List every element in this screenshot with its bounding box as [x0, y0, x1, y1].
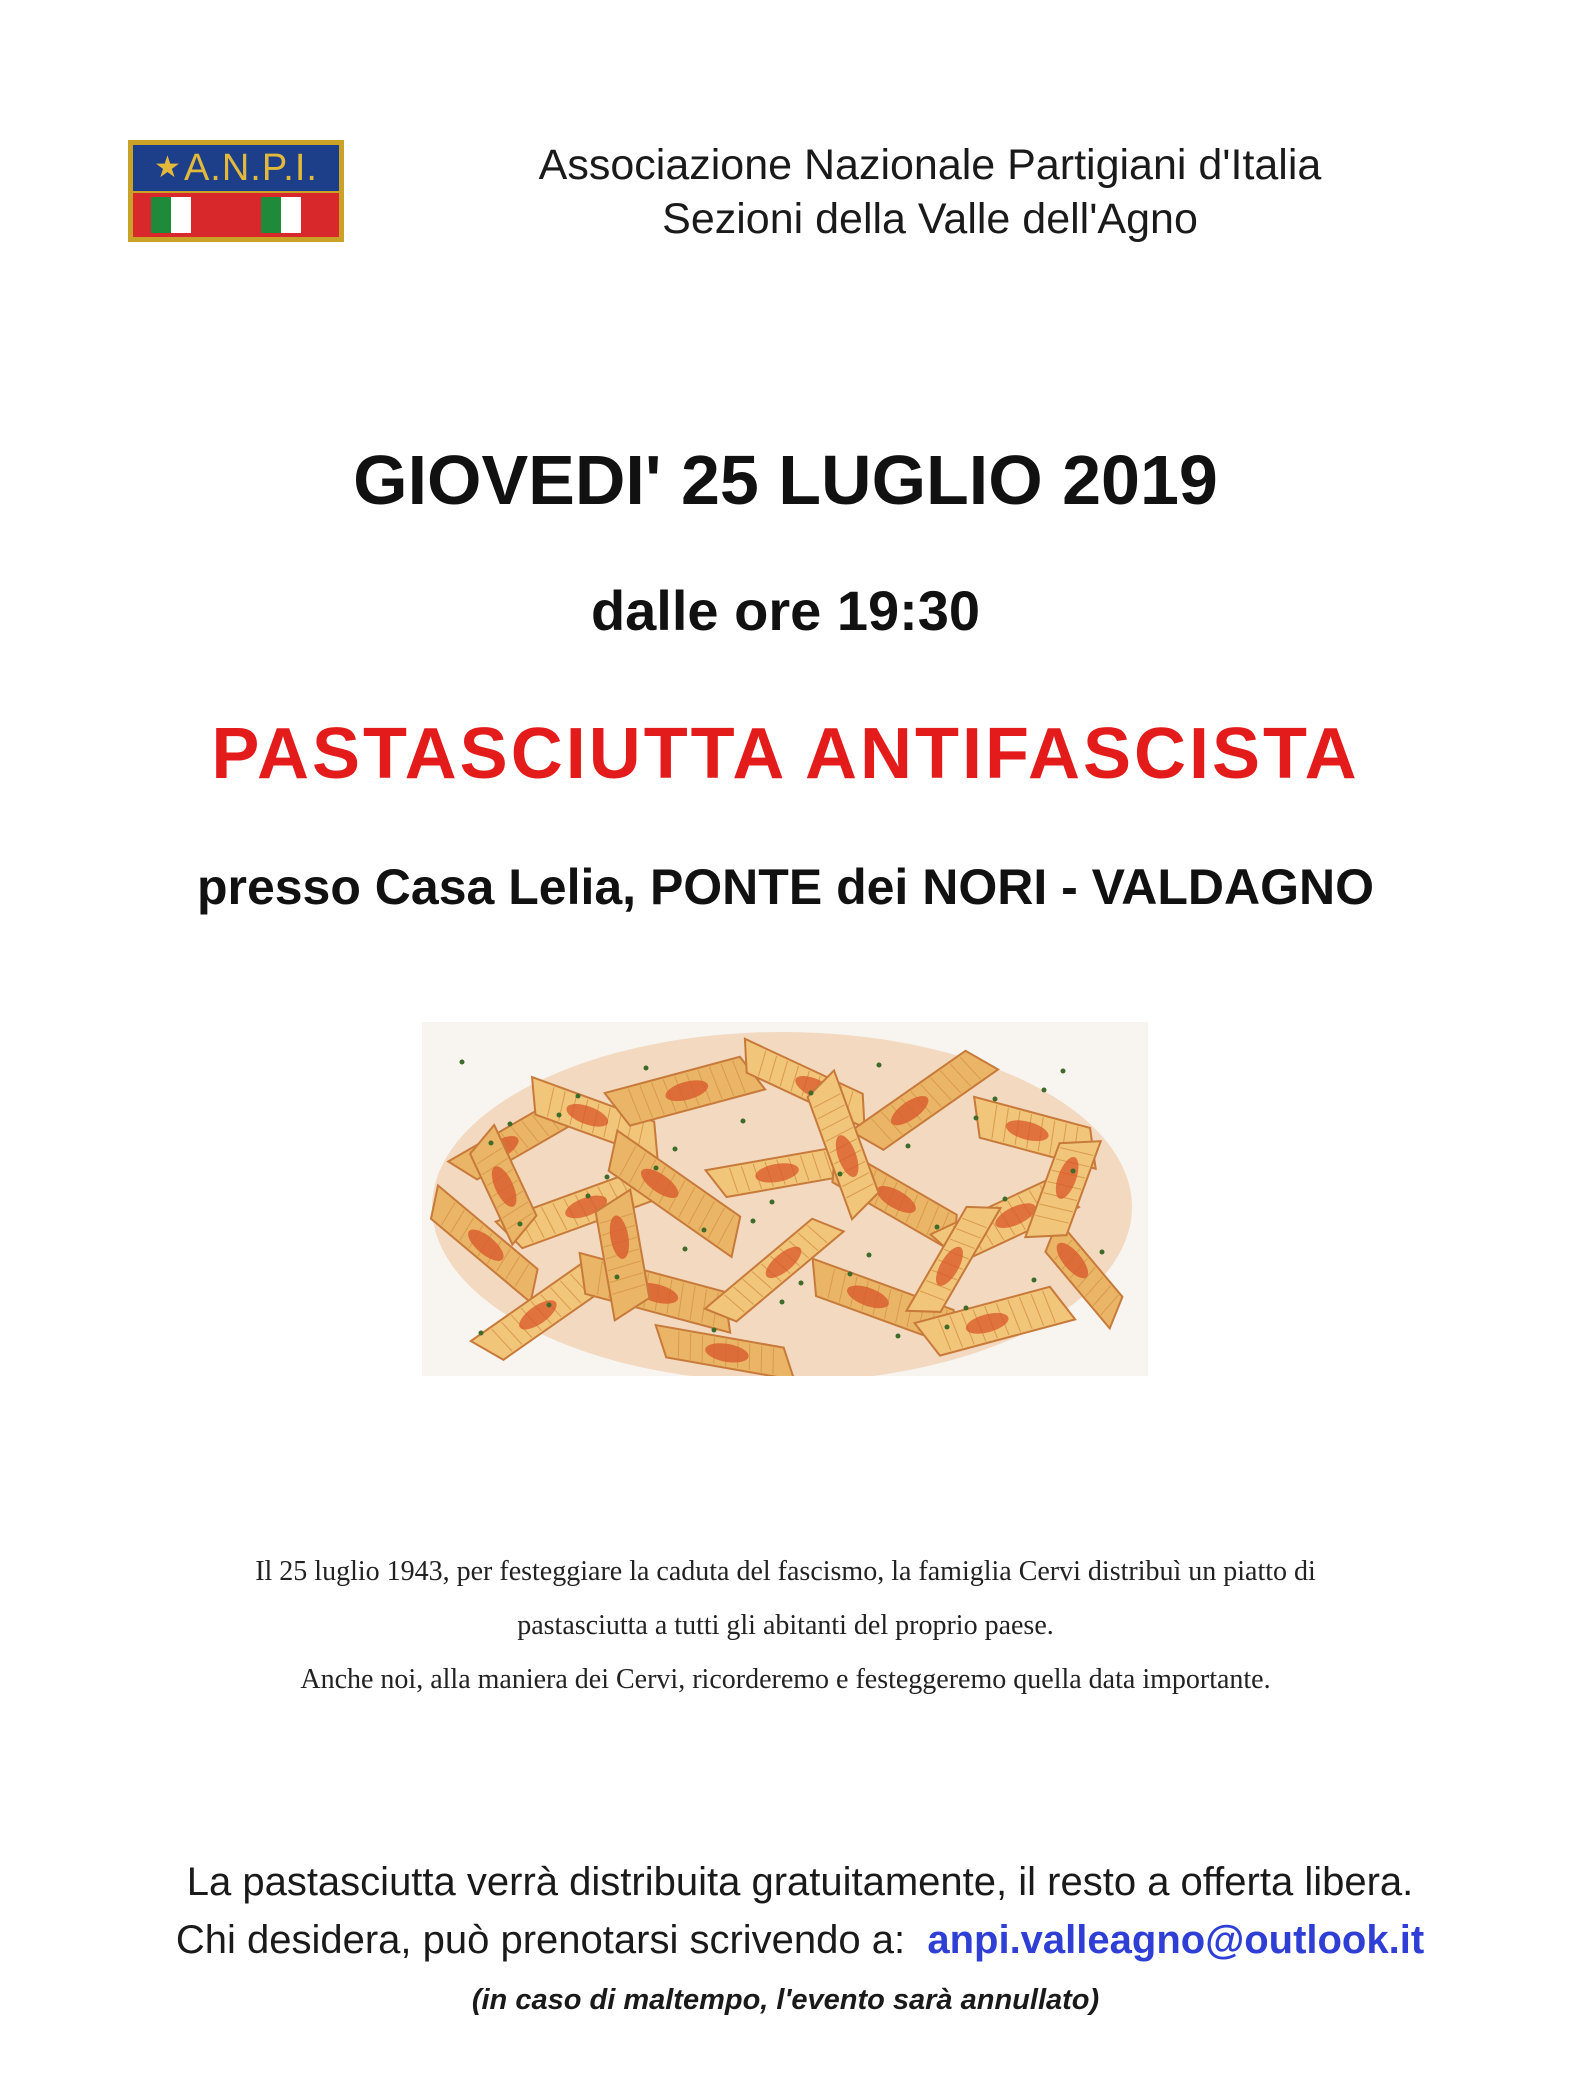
star-icon: ★: [154, 151, 181, 184]
event-title: PASTASCIUTTA ANTIFASCISTA: [211, 714, 1360, 794]
story-line-1: Il 25 luglio 1943, per festeggiare la caduta del fascismo, la famiglia Cervi distribuì un piatto di: [255, 1556, 1316, 1587]
org-line-2: Sezioni della Valle dell'Agno: [662, 195, 1198, 243]
booking-text: Chi desidera, può prenotarsi scrivendo a:: [175, 1918, 906, 1962]
italian-flag-icon: [261, 197, 321, 233]
anpi-logo: [128, 140, 344, 242]
distribution-text: La pastasciutta verrà distribuita gratuitamente, il resto a offerta libera.: [186, 1860, 1414, 1904]
logo-banner: [133, 145, 339, 191]
story-line-2: pastasciutta a tutti gli abitanti del proprio paese.: [517, 1610, 1054, 1641]
penne-pasta-illustration: [422, 1022, 1148, 1376]
email-link[interactable]: anpi.valleagno@outlook.it: [927, 1918, 1425, 1962]
booking-line: [0, 1911, 1571, 1969]
story-line-3: Anche noi, alla maniera dei Cervi, ricorderemo e festeggeremo quella data importante.: [300, 1664, 1271, 1695]
event-date: GIOVEDI' 25 LUGLIO 2019: [353, 441, 1218, 519]
event-location: presso Casa Lelia, PONTE dei NORI - VALDAGNO: [196, 859, 1375, 915]
story-paragraph: [0, 1545, 1571, 1707]
pasta-photo: [422, 1022, 1148, 1376]
event-time: dalle ore 19:30: [590, 579, 981, 642]
booking-info: [0, 1853, 1571, 1969]
italian-flag-icon: [151, 197, 211, 233]
org-line-1: Associazione Nazionale Partigiani d'Italia: [538, 141, 1322, 189]
logo-flag-band: [133, 193, 339, 237]
weather-note: (in caso di maltempo, l'evento sarà annullato): [471, 1984, 1100, 2016]
logo-abbreviation: A.N.P.I.: [183, 147, 318, 189]
organization-name: [430, 138, 1430, 246]
